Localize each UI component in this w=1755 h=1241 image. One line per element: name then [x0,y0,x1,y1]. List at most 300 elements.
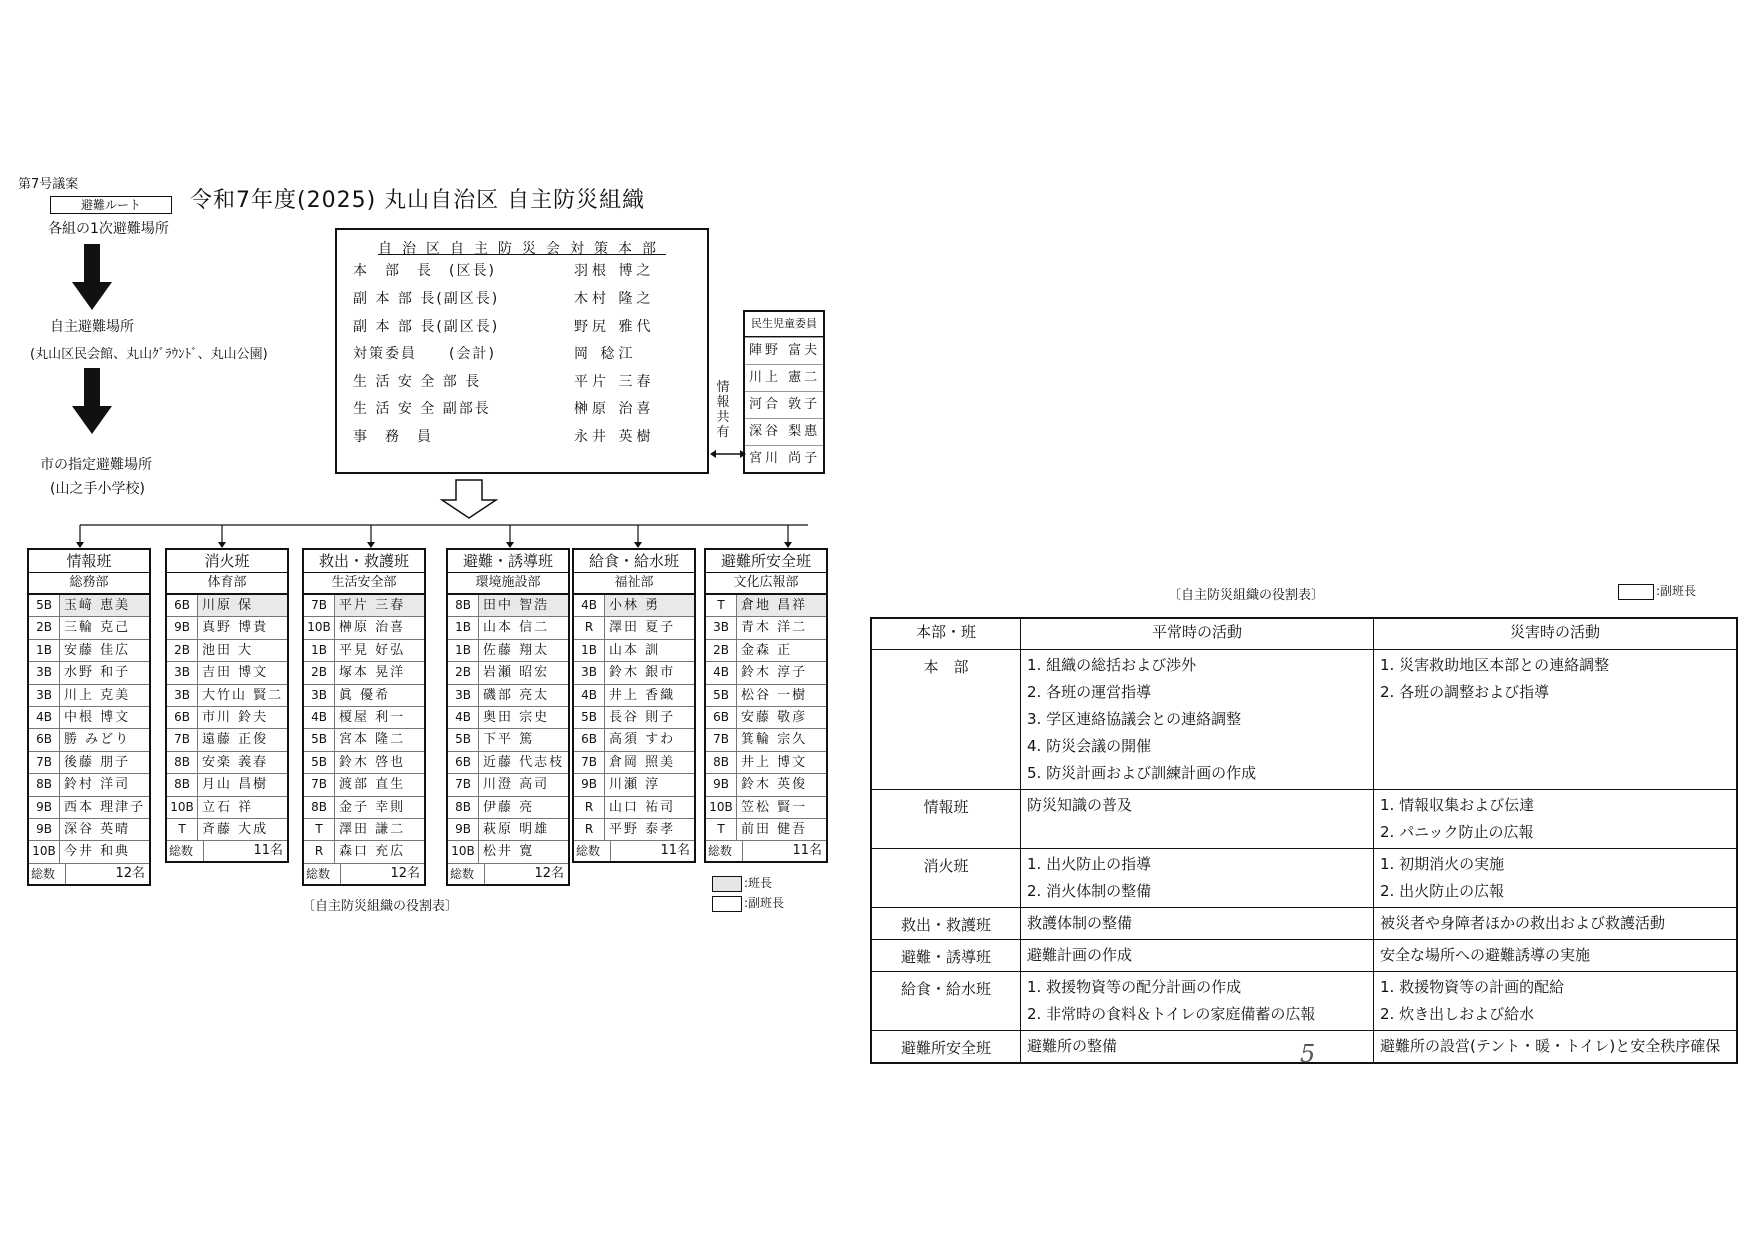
roles-unit: 給食・給水班 [871,972,1021,1031]
member-name: 伊藤 亮 [483,799,535,815]
member-row [574,774,694,796]
member-row [574,797,694,819]
legend-subleader-label: :副班長 [744,896,785,910]
member-row [448,595,568,617]
member-group: 7B [29,752,60,773]
member-name: 山口 祐司 [609,799,676,815]
member-group: 3B [574,662,605,683]
member-group: 9B [29,797,60,818]
member-row [167,707,287,729]
team-total-label: 総数 [304,864,341,884]
subleader-swatch [712,896,742,912]
member-group: 3B [167,685,198,706]
member-group: 6B [574,729,605,750]
team-dept: 文化広報部 [706,573,826,595]
hq-name: 岡 稔江 [574,346,637,362]
team-name: 消火班 [167,550,287,573]
roles-header: 災害時の活動 [1374,618,1738,650]
member-name: 川上 克美 [64,687,131,703]
member-group: 7B [167,729,198,750]
member-group: T [167,819,198,840]
page-number: 5 [1300,1040,1316,1068]
member-name: 田中 智浩 [479,595,568,616]
legend-subleader-right [1618,582,1696,600]
member-row [167,819,287,841]
member-row [29,797,149,819]
member-name: 後藤 朋子 [64,754,131,770]
member-row [29,774,149,796]
roles-disaster-item: 2. 各班の調整および指導 [1380,683,1550,701]
member-row [574,640,694,662]
hq-role: 対策委員 (会計) [353,346,496,362]
member-row [29,841,149,863]
team-total-value: 12名 [115,865,145,881]
member-name: 山本 信二 [483,620,550,636]
member-group: 2B [29,617,60,638]
member-row [29,617,149,639]
hq-role: 生 活 安 全 部 長 [353,374,482,390]
member-name: 三輪 克己 [64,620,131,636]
member-group: 5B [29,595,60,616]
member-row [706,774,826,796]
member-name: 安藤 敬彦 [741,709,808,725]
minsei-member: 宮川 尚子 [745,445,823,472]
member-row [29,729,149,751]
member-name: 塚本 晃洋 [339,665,406,681]
route-step-3-detail: (山之手小学校) [50,481,145,497]
member-name: 池田 大 [202,642,254,658]
member-name: 高須 すわ [609,732,676,748]
member-name: 市川 鈴夫 [202,709,269,725]
route-step-2-detail: (丸山区民会館、丸山ｸﾞﾗｳﾝﾄﾞ、丸山公園) [30,347,268,362]
member-name: 萩原 明雄 [483,821,550,837]
member-group: 7B [706,729,737,750]
roles-normal-cell [1021,972,1374,1031]
team-name: 情報班 [29,550,149,573]
member-row [167,662,287,684]
member-group: 8B [448,595,479,616]
roles-disaster-item: 1. 情報収集および伝達 [1380,796,1535,814]
member-row [448,685,568,707]
minsei-member: 川上 憲二 [745,364,823,391]
hq-name: 永井 英樹 [574,429,655,445]
member-group: 3B [167,662,198,683]
roles-row [871,849,1737,908]
member-row [304,617,424,639]
member-name: 安藤 佳広 [64,642,131,658]
roles-disaster-cell [1374,650,1738,790]
member-row [167,685,287,707]
member-name: 長谷 則子 [609,709,676,725]
member-row [574,685,694,707]
team-box [572,548,696,863]
member-group: 1B [448,617,479,638]
roles-unit: 本 部 [871,650,1021,790]
member-row [29,685,149,707]
hq-name: 羽根 博之 [574,263,655,279]
roles-normal-item: 3. 学区連絡協議会との連絡調整 [1027,710,1242,728]
member-group: 8B [448,797,479,818]
member-row [29,752,149,774]
member-group: 3B [29,662,60,683]
roles-normal-cell [1021,940,1374,972]
member-row [448,707,568,729]
member-row [574,819,694,841]
member-group: 8B [167,752,198,773]
member-row [574,617,694,639]
member-row [448,752,568,774]
member-group: R [304,841,335,862]
minsei-member: 河合 敦子 [745,391,823,418]
member-group: 1B [574,640,605,661]
agenda-number: 第7号議案 [18,177,79,192]
hq-name: 野尻 雅代 [574,319,655,335]
member-group: 2B [304,662,335,683]
roles-disaster-item: 1. 救援物資等の計画的配給 [1380,978,1565,996]
member-name: 倉地 昌祥 [737,595,826,616]
member-group: 1B [29,640,60,661]
member-group: 2B [448,662,479,683]
member-row [167,595,287,617]
member-row [167,797,287,819]
member-row [304,729,424,751]
member-group: 9B [448,819,479,840]
member-name: 松谷 一樹 [741,687,808,703]
member-group: 6B [448,752,479,773]
team-total-value: 11名 [253,843,283,859]
caption-left: 〔自主防災組織の役割表〕 [302,899,459,914]
member-group: 9B [29,819,60,840]
member-name: 西本 理津子 [64,799,146,815]
hq-name: 木村 隆之 [574,291,655,307]
member-name: 笠松 賢一 [741,799,808,815]
member-name: 月山 昌樹 [202,777,269,793]
route-step-3-title: 市の指定避難場所 [40,457,152,473]
team-total-row [304,864,424,884]
member-row [167,729,287,751]
legend-leader-label: :班長 [744,876,773,890]
member-group: 7B [448,774,479,795]
member-group: 7B [304,595,335,616]
member-group: 10B [706,797,737,818]
member-group: 1B [448,640,479,661]
team-dept: 生活安全部 [304,573,424,595]
member-row [304,707,424,729]
team-box [704,548,828,863]
hq-row [353,316,654,336]
team-dept: 環境施設部 [448,573,568,595]
hq-row [353,343,636,363]
member-group: 6B [167,595,198,616]
roles-normal-item: 1. 組織の総括および渉外 [1027,656,1197,674]
member-row [167,774,287,796]
hq-name: 榊原 治喜 [574,401,655,417]
member-row [29,662,149,684]
hq-row [353,288,654,308]
member-row [448,819,568,841]
roles-unit: 避難・誘導班 [871,940,1021,972]
team-name: 救出・救護班 [304,550,424,573]
member-group: 3B [304,685,335,706]
member-group: 1B [304,640,335,661]
member-group: T [706,595,737,616]
member-name: 鈴木 英俊 [741,777,808,793]
member-name: 平片 三春 [335,595,424,616]
hq-row [353,371,654,391]
member-name: 水野 和子 [64,665,131,681]
roles-row [871,908,1737,940]
member-row [706,797,826,819]
team-total-row [706,841,826,861]
member-name: 奥田 宗史 [483,709,550,725]
hq-row [353,426,654,446]
member-row [304,662,424,684]
member-row [304,819,424,841]
member-row [167,640,287,662]
team-total-label: 総数 [29,864,66,884]
member-name: 下平 篤 [483,732,535,748]
member-row [448,617,568,639]
minsei-box [743,310,825,474]
member-name: 近藤 代志枝 [483,754,565,770]
member-name: 安楽 義春 [202,754,269,770]
info-share-label: 情報共有 [716,380,730,440]
member-name: 金森 正 [741,642,793,658]
legend-subleader-right-label: :副班長 [1656,584,1697,598]
member-name: 斉藤 大成 [202,821,269,837]
member-row [574,729,694,751]
team-total-label: 総数 [706,841,743,861]
member-name: 川澄 高司 [483,777,550,793]
roles-unit: 救出・救護班 [871,908,1021,940]
member-name: 中根 博文 [64,709,131,725]
team-total-row [29,864,149,884]
minsei-title: 民生児童委員 [745,312,823,337]
roles-disaster-cell [1374,790,1738,849]
member-name: 大竹山 賢二 [202,687,284,703]
route-step-1: 各組の1次避難場所 [48,221,169,237]
team-total-label: 総数 [167,841,204,861]
member-group: 5B [304,729,335,750]
team-dept: 体育部 [167,573,287,595]
roles-disaster-item: 避難所の設営(テント・暖・トイレ)と安全秩序確保 [1380,1037,1721,1055]
team-total-row [574,841,694,861]
member-name: 小林 勇 [605,595,694,616]
member-row [706,617,826,639]
member-group: 5B [448,729,479,750]
member-row [706,685,826,707]
roles-normal-item: 1. 出火防止の指導 [1027,855,1152,873]
hq-role: 事 務 員 [353,429,433,445]
org-connectors [20,476,840,550]
roles-disaster-item: 2. パニック防止の広報 [1380,823,1534,841]
member-name: 勝 みどり [64,732,131,748]
team-box [302,548,426,886]
member-name: 遠藤 正俊 [202,732,269,748]
roles-normal-item: 防災知識の普及 [1027,796,1133,814]
member-name: 渡部 直生 [339,777,406,793]
member-group: 5B [304,752,335,773]
roles-unit: 消火班 [871,849,1021,908]
hq-role: 生 活 安 全 副部長 [353,401,491,417]
roles-normal-cell [1021,790,1374,849]
member-name: 立石 祥 [202,799,254,815]
roles-normal-item: 5. 防災計画および訓練計画の作成 [1027,764,1257,782]
roles-normal-item: 2. 非常時の食料＆トイレの家庭備蓄の広報 [1027,1005,1316,1023]
member-group: 4B [448,707,479,728]
team-total-row [448,864,568,884]
member-name: 鈴木 淳子 [741,665,808,681]
roles-disaster-cell [1374,849,1738,908]
member-group: 9B [706,774,737,795]
down-arrow-icon [72,244,112,314]
member-group: T [304,819,335,840]
member-group: R [574,819,605,840]
team-name: 避難・誘導班 [448,550,568,573]
member-group: 10B [304,617,335,638]
member-group: 8B [706,752,737,773]
member-name: 玉﨑 恵美 [60,595,149,616]
hq-role: 副 本 部 長(副区長) [353,291,500,307]
route-step-2-title: 自主避難場所 [50,319,134,335]
member-name: 榊原 治喜 [339,620,406,636]
member-row [304,841,424,863]
member-name: 真野 博貴 [202,620,269,636]
hq-row [353,260,654,280]
member-group: 4B [574,685,605,706]
roles-unit: 避難所安全班 [871,1031,1021,1064]
member-row [304,797,424,819]
team-total-value: 12名 [390,865,420,881]
roles-header: 本部・班 [871,618,1021,650]
roles-normal-item: 避難所の整備 [1027,1037,1118,1055]
roles-disaster-item: 2. 出火防止の広報 [1380,882,1505,900]
hq-box [335,228,709,474]
page-title: 令和7年度(2025) 丸山自治区 自主防災組織 [190,188,646,213]
roles-normal-item: 救護体制の整備 [1027,914,1133,932]
hq-title: 自治区自主防災会対策本部 [378,241,666,257]
member-name: 深谷 英晴 [64,821,131,837]
member-name: 川瀬 淳 [609,777,661,793]
member-group: 4B [304,707,335,728]
member-group: 8B [304,797,335,818]
member-row [448,841,568,863]
member-name: 井上 博文 [741,754,808,770]
member-row [29,595,149,617]
team-total-value: 11名 [660,843,690,859]
caption-right: 〔自主防災組織の役割表〕 [1168,588,1325,603]
member-row [448,774,568,796]
hq-role: 副 本 部 長(副区長) [353,319,500,335]
member-row [304,774,424,796]
roles-normal-cell [1021,908,1374,940]
roles-disaster-cell [1374,1031,1738,1064]
roles-disaster-cell [1374,940,1738,972]
member-name: 榎屋 利一 [339,709,406,725]
member-row [574,662,694,684]
member-row [706,662,826,684]
member-name: 平野 泰孝 [609,821,676,837]
member-group: 2B [706,640,737,661]
hq-role: 本 部 長 (区長) [353,263,496,279]
team-total-value: 11名 [792,843,822,859]
member-group: 5B [574,707,605,728]
member-name: 川原 保 [198,595,287,616]
member-name: 鈴木 啓也 [339,754,406,770]
double-arrow-icon [710,448,746,460]
member-name: 鈴木 銀市 [609,665,676,681]
minsei-member: 深谷 梨惠 [745,418,823,445]
subleader-swatch [1618,584,1654,600]
member-name: 佐藤 翔太 [483,642,550,658]
member-group: 10B [448,841,479,862]
member-group: 3B [448,685,479,706]
legend-leader [712,874,772,892]
member-row [706,707,826,729]
roles-header: 平常時の活動 [1021,618,1374,650]
member-row [304,685,424,707]
member-row [29,707,149,729]
hq-row [353,398,654,418]
member-group: T [706,819,737,840]
member-name: 今井 和典 [64,844,131,860]
team-total-label: 総数 [574,841,611,861]
member-group: 8B [167,774,198,795]
minsei-member: 陣野 富夫 [745,337,823,364]
member-name: 倉岡 照美 [609,754,676,770]
roles-disaster-item: 被災者や身障者ほかの救出および救護活動 [1380,914,1666,932]
member-group: 6B [706,707,737,728]
roles-normal-item: 1. 救援物資等の配分計画の作成 [1027,978,1242,996]
team-dept: 福祉部 [574,573,694,595]
member-group: 3B [29,685,60,706]
roles-disaster-cell [1374,972,1738,1031]
member-row [706,752,826,774]
member-name: 森口 充広 [339,844,406,860]
roles-table [870,617,1738,1064]
roles-disaster-item: 2. 炊き出しおよび給水 [1380,1005,1535,1023]
member-name: 金子 幸則 [339,799,406,815]
member-name: 井上 香織 [609,687,676,703]
member-name: 箕輪 宗久 [741,732,808,748]
member-row [304,595,424,617]
team-box [27,548,151,886]
member-name: 吉田 博文 [202,665,269,681]
roles-row [871,972,1737,1031]
legend-subleader [712,894,784,912]
route-box: 避難ルート [50,196,172,214]
roles-unit: 情報班 [871,790,1021,849]
member-name: 澤田 謙二 [339,821,406,837]
member-name: 松井 寛 [483,844,535,860]
team-dept: 総務部 [29,573,149,595]
member-row [574,752,694,774]
roles-normal-item: 2. 各班の運営指導 [1027,683,1152,701]
member-group: 5B [706,685,737,706]
member-group: 7B [574,752,605,773]
member-name: 澤田 夏子 [609,620,676,636]
member-group: 4B [706,662,737,683]
roles-normal-item: 4. 防災会議の開催 [1027,737,1152,755]
member-name: 磯部 亮太 [483,687,550,703]
roles-header-row [871,618,1737,650]
member-row [167,752,287,774]
roles-disaster-item: 1. 初期消火の実施 [1380,855,1505,873]
member-row [448,662,568,684]
member-row [706,595,826,617]
member-row [574,595,694,617]
member-group: R [574,617,605,638]
